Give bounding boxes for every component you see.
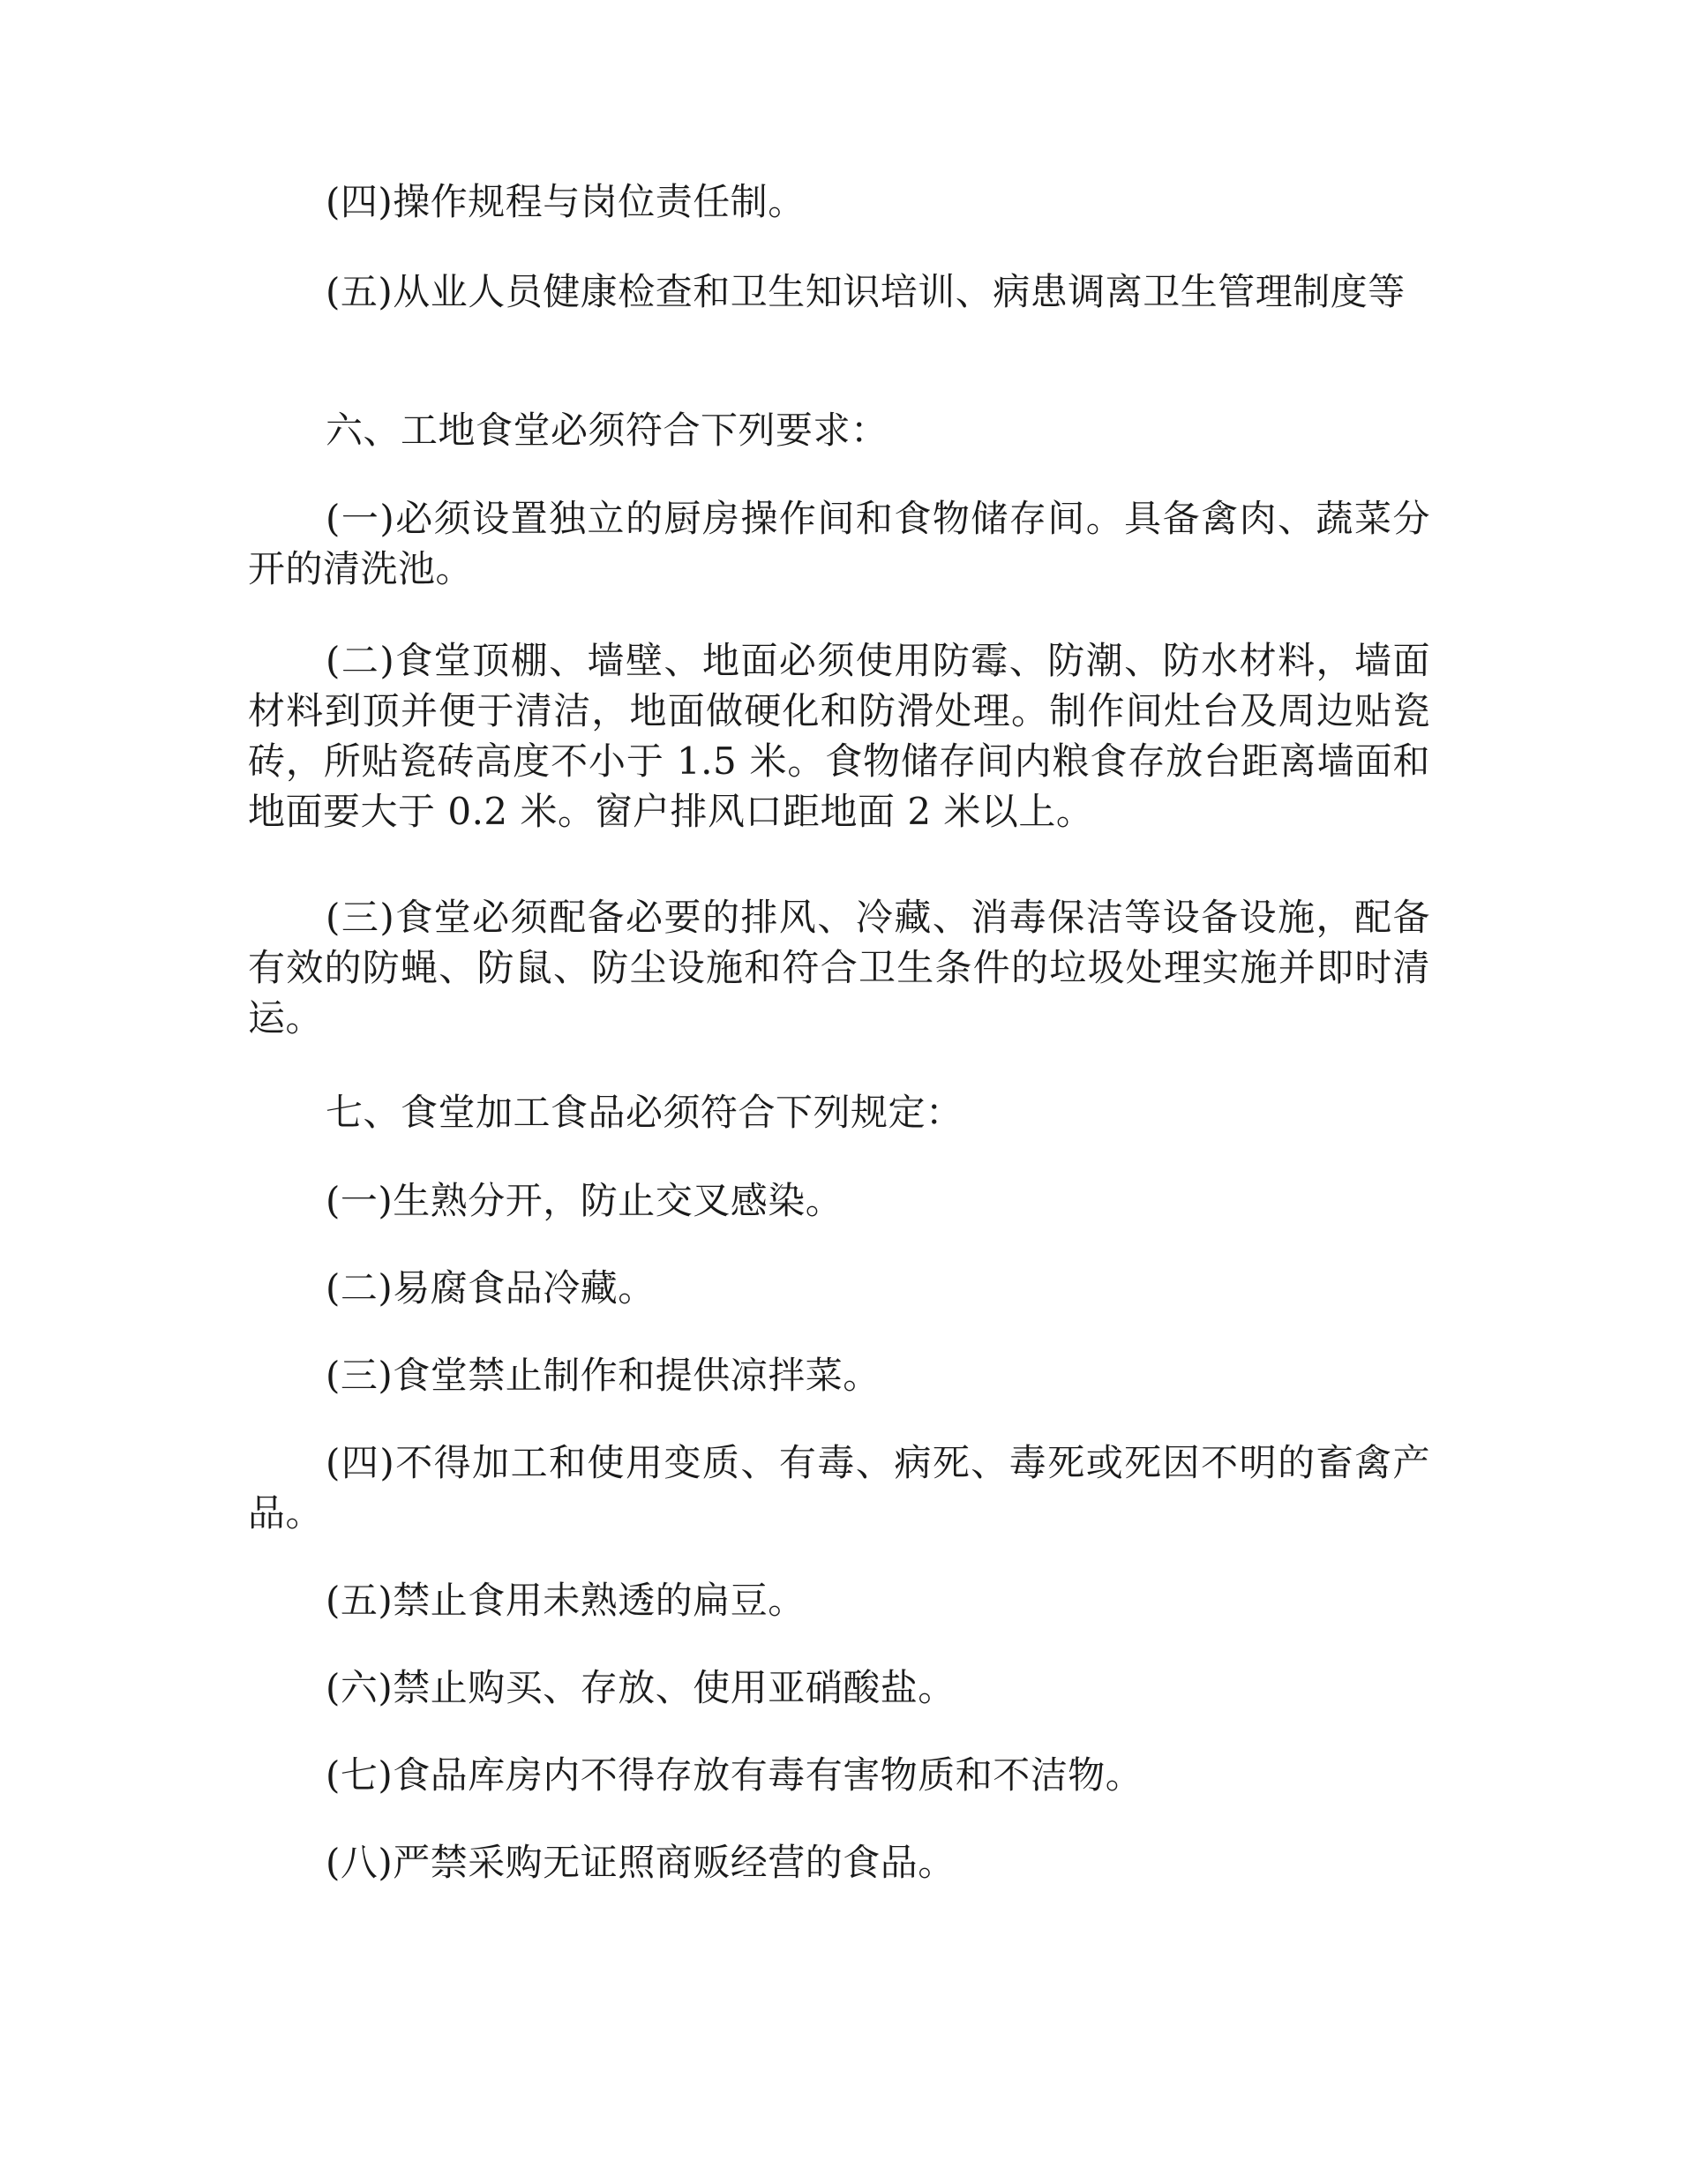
paragraph-no-nitrite: (六)禁止购买、存放、使用亚硝酸盐。 (326, 1666, 956, 1709)
paragraph-no-spoiled-meat: (四)不得加工和使用变质、有毒、病死、毒死或死因不明的畜禽产品。 (248, 1441, 1430, 1535)
paragraph-kitchen-rooms: (一)必须设置独立的厨房操作间和食物储存间。具备禽肉、蔬菜分开的清洗池。 (248, 497, 1430, 590)
paragraph-building-materials: (二)食堂顶棚、墙壁、地面必须使用防霉、防潮、防水材料，墙面材料到顶并便于清洁，地面做硬化和防滑处理。制作间灶台及周边贴瓷砖，所贴瓷砖高度不小于 1.5 米。食物储存间内粮食存放台距离墙面和地面要大于 0.2 米。窗户排风口距地面 2 米以上。 (248, 639, 1430, 833)
paragraph-equipment-facilities: (三)食堂必须配备必要的排风、冷藏、消毒保洁等设备设施，配备有效的防蝇、防鼠、防尘设施和符合卫生条件的垃圾处理实施并即时清运。 (248, 896, 1430, 1039)
paragraph-raw-cooked-separation: (一)生熟分开，防止交叉感染。 (326, 1179, 844, 1222)
paragraph-storage-hygiene: (七)食品库房内不得存放有毒有害物质和不洁物。 (326, 1753, 1143, 1797)
heading-canteen-requirements: 六、工地食堂必须符合下列要求： (326, 409, 888, 452)
paragraph-operating-procedures: (四)操作规程与岗位责任制。 (326, 180, 806, 223)
heading-food-processing-rules: 七、食堂加工食品必须符合下列规定： (326, 1091, 963, 1134)
paragraph-no-cold-dishes: (三)食堂禁止制作和提供凉拌菜。 (326, 1354, 881, 1397)
paragraph-no-undercooked-beans: (五)禁止食用未熟透的扁豆。 (326, 1579, 806, 1622)
paragraph-health-check: (五)从业人员健康检查和卫生知识培训、病患调离卫生管理制度等 (326, 270, 1406, 313)
paragraph-perishable-refrigeration: (二)易腐食品冷藏。 (326, 1266, 656, 1310)
paragraph-licensed-vendors: (八)严禁采购无证照商贩经营的食品。 (326, 1841, 956, 1884)
